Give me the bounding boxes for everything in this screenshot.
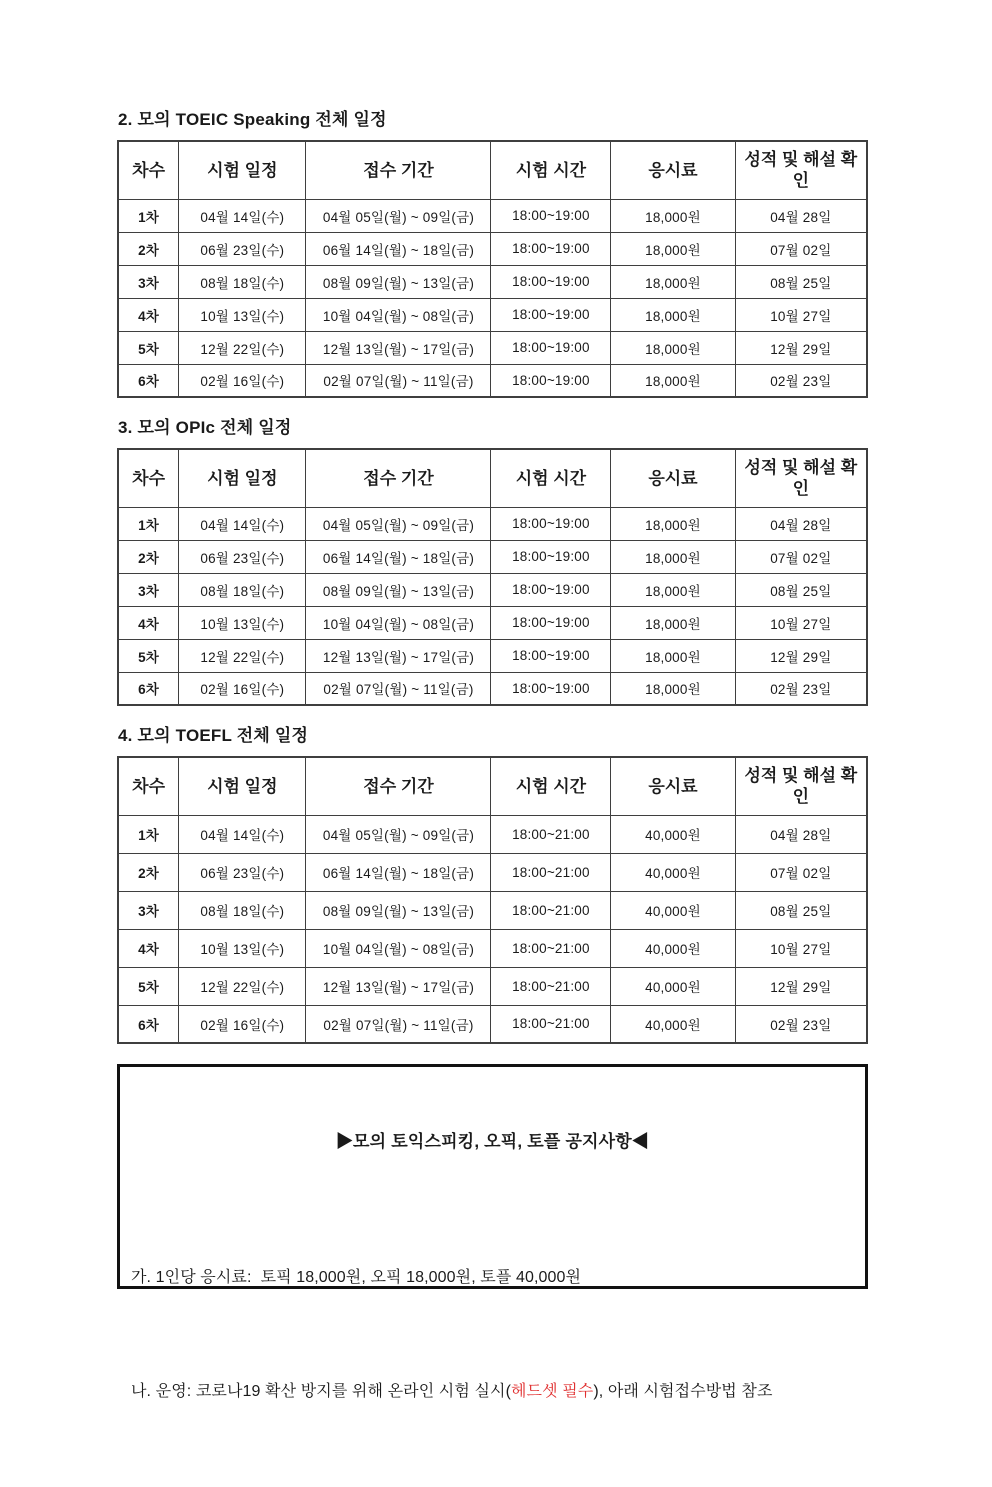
cell-score-check-date: 04월 28일: [735, 507, 867, 540]
cell-round: 6차: [118, 672, 179, 705]
cell-round: 1차: [118, 507, 179, 540]
cell-score-check-date: 07월 02일: [735, 540, 867, 573]
header-cell-exam-date: 시험 일정: [179, 449, 306, 507]
cell-score-check-date: 04월 28일: [735, 815, 867, 853]
cell-registration-period: 10월 04일(월) ~ 08일(금): [306, 298, 491, 331]
header-cell-score-check-date: 성적 및 해설 확인: [735, 141, 867, 199]
cell-exam-date: 10월 13일(수): [179, 929, 306, 967]
cell-round: 1차: [118, 815, 179, 853]
cell-exam-time: 18:00~21:00: [491, 1005, 611, 1043]
cell-exam-date: 12월 22일(수): [179, 967, 306, 1005]
cell-registration-period: 08월 09일(월) ~ 13일(금): [306, 891, 491, 929]
cell-exam-date: 10월 13일(수): [179, 606, 306, 639]
table-row: [118, 199, 867, 232]
table-row: [118, 298, 867, 331]
cell-registration-period: 06월 14일(월) ~ 18일(금): [306, 232, 491, 265]
cell-exam-time: 18:00~19:00: [491, 232, 611, 265]
cell-round: 5차: [118, 331, 179, 364]
table-row: [118, 853, 867, 891]
notice-line-fees: 가. 1인당 응시료: 토픽 18,000원, 오픽 18,000원, 토플 40,000원: [131, 1269, 582, 1286]
cell-score-check-date: 02월 23일: [735, 364, 867, 397]
cell-exam-time: 18:00~21:00: [491, 853, 611, 891]
cell-score-check-date: 02월 23일: [735, 672, 867, 705]
table-header: [118, 449, 867, 507]
schedule-section: [117, 721, 868, 1044]
header-cell-registration-period: 접수 기간: [306, 449, 491, 507]
notice-line-operation-suffix: ), 아래 시험접수방법 참조: [593, 1383, 773, 1400]
table-row: [118, 815, 867, 853]
cell-round: 5차: [118, 639, 179, 672]
cell-exam-time: 18:00~19:00: [491, 265, 611, 298]
header-cell-fee: 응시료: [611, 141, 735, 199]
cell-exam-date: 04월 14일(수): [179, 507, 306, 540]
cell-round: 1차: [118, 199, 179, 232]
cell-fee: 40,000원: [611, 853, 735, 891]
cell-fee: 40,000원: [611, 1005, 735, 1043]
cell-score-check-date: 10월 27일: [735, 298, 867, 331]
notice-line-operation: [131, 1373, 855, 1411]
cell-round: 4차: [118, 929, 179, 967]
cell-exam-time: 18:00~21:00: [491, 967, 611, 1005]
header-row: [118, 757, 867, 815]
cell-exam-time: 18:00~19:00: [491, 298, 611, 331]
cell-score-check-date: 12월 29일: [735, 639, 867, 672]
cell-fee: 40,000원: [611, 815, 735, 853]
table-row: [118, 507, 867, 540]
schedule-section: [117, 105, 868, 398]
cell-fee: 18,000원: [611, 540, 735, 573]
header-cell-round: 차수: [118, 141, 179, 199]
cell-exam-time: 18:00~19:00: [491, 331, 611, 364]
header-cell-fee: 응시료: [611, 757, 735, 815]
cell-fee: 18,000원: [611, 507, 735, 540]
cell-exam-date: 10월 13일(수): [179, 298, 306, 331]
cell-score-check-date: 08월 25일: [735, 891, 867, 929]
header-cell-exam-time: 시험 시간: [491, 141, 611, 199]
cell-exam-time: 18:00~19:00: [491, 639, 611, 672]
cell-exam-date: 02월 16일(수): [179, 1005, 306, 1043]
cell-fee: 18,000원: [611, 232, 735, 265]
notice-body: [131, 1183, 855, 1487]
table-row: [118, 364, 867, 397]
cell-round: 3차: [118, 891, 179, 929]
cell-round: 4차: [118, 606, 179, 639]
cell-round: 6차: [118, 1005, 179, 1043]
header-cell-exam-date: 시험 일정: [179, 141, 306, 199]
table-row: [118, 573, 867, 606]
header-cell-score-check-date: 성적 및 해설 확인: [735, 757, 867, 815]
cell-registration-period: 02월 07일(월) ~ 11일(금): [306, 672, 491, 705]
cell-exam-date: 08월 18일(수): [179, 573, 306, 606]
cell-exam-date: 06월 23일(수): [179, 853, 306, 891]
cell-registration-period: 02월 07일(월) ~ 11일(금): [306, 1005, 491, 1043]
cell-exam-time: 18:00~19:00: [491, 199, 611, 232]
cell-exam-date: 02월 16일(수): [179, 672, 306, 705]
notice-box: [117, 1064, 868, 1400]
cell-registration-period: 02월 07일(월) ~ 11일(금): [306, 364, 491, 397]
cell-exam-date: 06월 23일(수): [179, 540, 306, 573]
header-cell-round: 차수: [118, 449, 179, 507]
cell-exam-time: 18:00~19:00: [491, 364, 611, 397]
cell-exam-date: 06월 23일(수): [179, 232, 306, 265]
section-title: 2. 모의 TOEIC Speaking 전체 일정: [118, 110, 387, 129]
table-header: [118, 141, 867, 199]
cell-registration-period: 04월 05일(월) ~ 09일(금): [306, 199, 491, 232]
header-row: [118, 449, 867, 507]
cell-exam-time: 18:00~19:00: [491, 672, 611, 705]
schedule-table: [117, 756, 868, 1044]
table-row: [118, 606, 867, 639]
cell-fee: 18,000원: [611, 265, 735, 298]
cell-registration-period: 08월 09일(월) ~ 13일(금): [306, 573, 491, 606]
cell-fee: 18,000원: [611, 298, 735, 331]
cell-exam-time: 18:00~19:00: [491, 606, 611, 639]
header-cell-registration-period: 접수 기간: [306, 757, 491, 815]
table-header: [118, 757, 867, 815]
cell-fee: 18,000원: [611, 364, 735, 397]
header-cell-round: 차수: [118, 757, 179, 815]
cell-round: 3차: [118, 265, 179, 298]
cell-round: 4차: [118, 298, 179, 331]
cell-fee: 18,000원: [611, 606, 735, 639]
table-row: [118, 540, 867, 573]
cell-registration-period: 04월 05일(월) ~ 09일(금): [306, 815, 491, 853]
cell-registration-period: 10월 04일(월) ~ 08일(금): [306, 929, 491, 967]
cell-exam-time: 18:00~21:00: [491, 929, 611, 967]
cell-fee: 18,000원: [611, 573, 735, 606]
cell-registration-period: 04월 05일(월) ~ 09일(금): [306, 507, 491, 540]
schedule-sections: [117, 105, 868, 1044]
cell-exam-time: 18:00~21:00: [491, 891, 611, 929]
schedule-section: [117, 413, 868, 706]
cell-score-check-date: 02월 23일: [735, 1005, 867, 1043]
cell-score-check-date: 10월 27일: [735, 606, 867, 639]
table-row: [118, 672, 867, 705]
cell-exam-date: 08월 18일(수): [179, 891, 306, 929]
cell-fee: 40,000원: [611, 929, 735, 967]
schedule-table: [117, 448, 868, 706]
table-row: [118, 967, 867, 1005]
cell-fee: 18,000원: [611, 199, 735, 232]
table-body: [118, 199, 867, 397]
cell-round: 2차: [118, 232, 179, 265]
cell-registration-period: 12월 13일(월) ~ 17일(금): [306, 967, 491, 1005]
cell-registration-period: 08월 09일(월) ~ 13일(금): [306, 265, 491, 298]
table-row: [118, 639, 867, 672]
cell-registration-period: 06월 14일(월) ~ 18일(금): [306, 540, 491, 573]
header-cell-exam-time: 시험 시간: [491, 757, 611, 815]
cell-score-check-date: 08월 25일: [735, 265, 867, 298]
table-body: [118, 507, 867, 705]
cell-exam-date: 04월 14일(수): [179, 199, 306, 232]
table-row: [118, 331, 867, 364]
cell-exam-time: 18:00~19:00: [491, 507, 611, 540]
cell-exam-date: 04월 14일(수): [179, 815, 306, 853]
cell-fee: 18,000원: [611, 672, 735, 705]
cell-registration-period: 10월 04일(월) ~ 08일(금): [306, 606, 491, 639]
section-title: 4. 모의 TOEFL 전체 일정: [118, 726, 309, 745]
cell-score-check-date: 08월 25일: [735, 573, 867, 606]
cell-score-check-date: 07월 02일: [735, 853, 867, 891]
cell-score-check-date: 12월 29일: [735, 967, 867, 1005]
cell-registration-period: 12월 13일(월) ~ 17일(금): [306, 331, 491, 364]
header-cell-exam-time: 시험 시간: [491, 449, 611, 507]
cell-fee: 40,000원: [611, 891, 735, 929]
table-body: [118, 815, 867, 1043]
header-row: [118, 141, 867, 199]
header-cell-fee: 응시료: [611, 449, 735, 507]
schedule-table: [117, 140, 868, 398]
cell-exam-time: 18:00~19:00: [491, 573, 611, 606]
table-row: [118, 929, 867, 967]
cell-round: 2차: [118, 540, 179, 573]
table-row: [118, 891, 867, 929]
cell-score-check-date: 12월 29일: [735, 331, 867, 364]
notice-line-operation-prefix: 나. 운영: 코로나19 확산 방지를 위해 온라인 시험 실시(: [131, 1383, 511, 1400]
table-row: [118, 265, 867, 298]
table-row: [118, 1005, 867, 1043]
cell-registration-period: 12월 13일(월) ~ 17일(금): [306, 639, 491, 672]
cell-exam-date: 08월 18일(수): [179, 265, 306, 298]
cell-fee: 18,000원: [611, 639, 735, 672]
header-cell-score-check-date: 성적 및 해설 확인: [735, 449, 867, 507]
cell-score-check-date: 04월 28일: [735, 199, 867, 232]
cell-registration-period: 06월 14일(월) ~ 18일(금): [306, 853, 491, 891]
cell-exam-date: 02월 16일(수): [179, 364, 306, 397]
cell-exam-time: 18:00~21:00: [491, 815, 611, 853]
cell-score-check-date: 10월 27일: [735, 929, 867, 967]
cell-score-check-date: 07월 02일: [735, 232, 867, 265]
cell-round: 3차: [118, 573, 179, 606]
cell-round: 6차: [118, 364, 179, 397]
cell-exam-time: 18:00~19:00: [491, 540, 611, 573]
cell-exam-date: 12월 22일(수): [179, 331, 306, 364]
cell-exam-date: 12월 22일(수): [179, 639, 306, 672]
table-row: [118, 232, 867, 265]
notice-headset-required-highlight: 헤드셋 필수: [511, 1383, 594, 1400]
header-cell-exam-date: 시험 일정: [179, 757, 306, 815]
cell-fee: 18,000원: [611, 331, 735, 364]
header-cell-registration-period: 접수 기간: [306, 141, 491, 199]
document-page: [117, 0, 868, 1400]
section-title: 3. 모의 OPIc 전체 일정: [118, 418, 292, 437]
cell-round: 5차: [118, 967, 179, 1005]
cell-fee: 40,000원: [611, 967, 735, 1005]
cell-round: 2차: [118, 853, 179, 891]
notice-title: ▶모의 토익스피킹, 오픽, 토플 공지사항◀: [335, 1132, 650, 1151]
